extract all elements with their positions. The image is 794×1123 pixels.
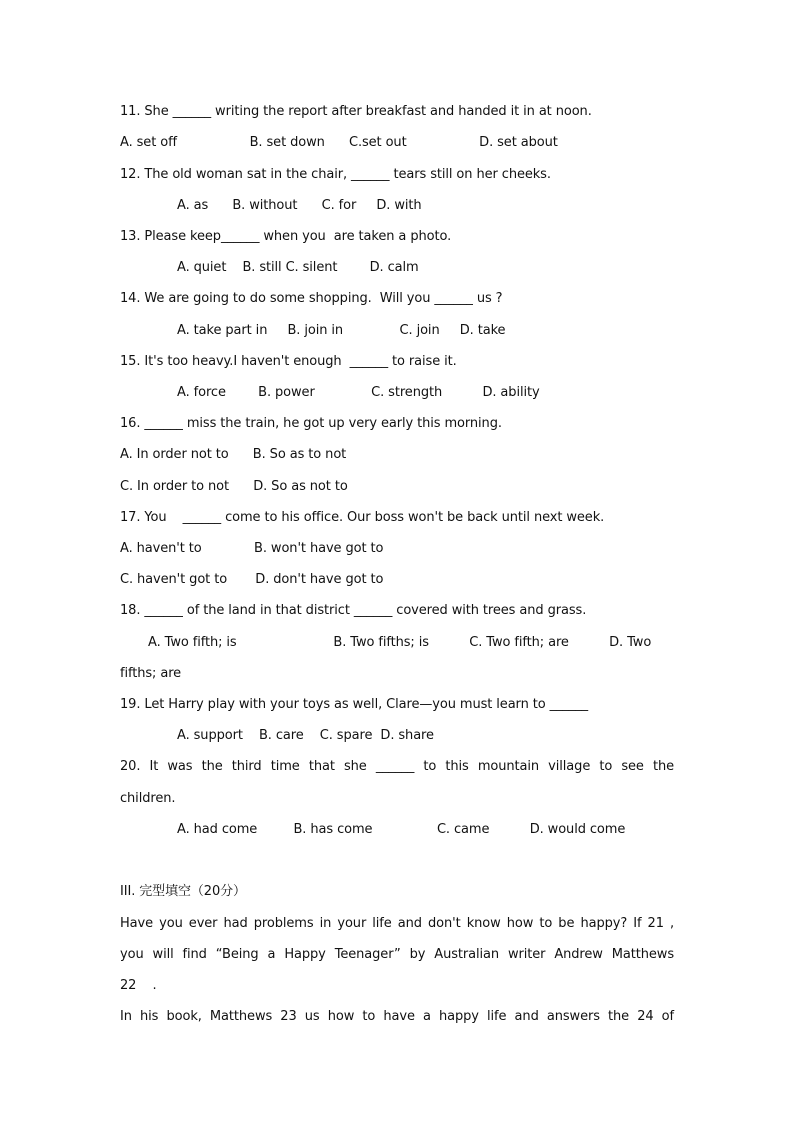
- question-19-stem: 19. Let Harry play with your toys as well, Clare—you must learn to ______: [120, 697, 589, 712]
- question-11-stem: 11. She ______ writing the report after breakfast and handed it in at noon.: [120, 104, 592, 119]
- question-12-stem: 12. The old woman sat in the chair, ______ tears still on her cheeks.: [120, 167, 551, 182]
- passage-p1-line3: 22 .: [120, 978, 157, 993]
- passage-p1-line1: Have you ever had problems in your life and don't know how to be happy? If 21 ,: [120, 916, 674, 931]
- question-20-options: A. had come B. has come C. came D. would come: [177, 822, 626, 837]
- question-12-options: A. as B. without C. for D. with: [177, 198, 422, 213]
- question-16-options-cd: C. In order to not D. So as not to: [120, 479, 348, 494]
- question-16-options-ab: A. In order not to B. So as to not: [120, 447, 347, 462]
- passage-p2-line1: In his book, Matthews 23 us how to have a happy life and answers the 24 of: [120, 1009, 674, 1024]
- question-17-options-cd: C. haven't got to D. don't have got to: [120, 572, 384, 587]
- question-13-options: A. quiet B. still C. silent D. calm: [177, 260, 419, 275]
- question-20-stem-line1: 20. It was the third time that she ______ to this mountain village to see the: [120, 759, 674, 774]
- question-16-stem: 16. ______ miss the train, he got up very early this morning.: [120, 416, 502, 431]
- question-11-options: A. set off B. set down C.set out D. set about: [120, 135, 558, 150]
- question-15-stem: 15. It's too heavy.I haven't enough ______ to raise it.: [120, 354, 457, 369]
- question-18-options-line2: fifths; are: [120, 666, 182, 681]
- passage-p1-line2: you will find “Being a Happy Teenager” by Australian writer Andrew Matthews: [120, 947, 674, 962]
- question-15-options: A. force B. power C. strength D. ability: [177, 385, 540, 400]
- question-18-options-line1: A. Two fifth; is B. Two fifths; is C. Two fifth; are D. Two: [148, 635, 652, 650]
- question-14-stem: 14. We are going to do some shopping. Will you ______ us ?: [120, 291, 503, 306]
- question-17-stem: 17. You ______ come to his office. Our boss won't be back until next week.: [120, 510, 605, 525]
- question-14-options: A. take part in B. join in C. join D. take: [177, 323, 506, 338]
- question-19-options: A. support B. care C. spare D. share: [177, 728, 434, 743]
- question-13-stem: 13. Please keep______ when you are taken a photo.: [120, 229, 452, 244]
- question-18-stem: 18. ______ of the land in that district ______ covered with trees and grass.: [120, 603, 587, 618]
- question-17-options-ab: A. haven't to B. won't have got to: [120, 541, 384, 556]
- section-heading: III. 完型填空（20分）: [120, 884, 246, 899]
- question-20-stem-line2: children.: [120, 791, 176, 806]
